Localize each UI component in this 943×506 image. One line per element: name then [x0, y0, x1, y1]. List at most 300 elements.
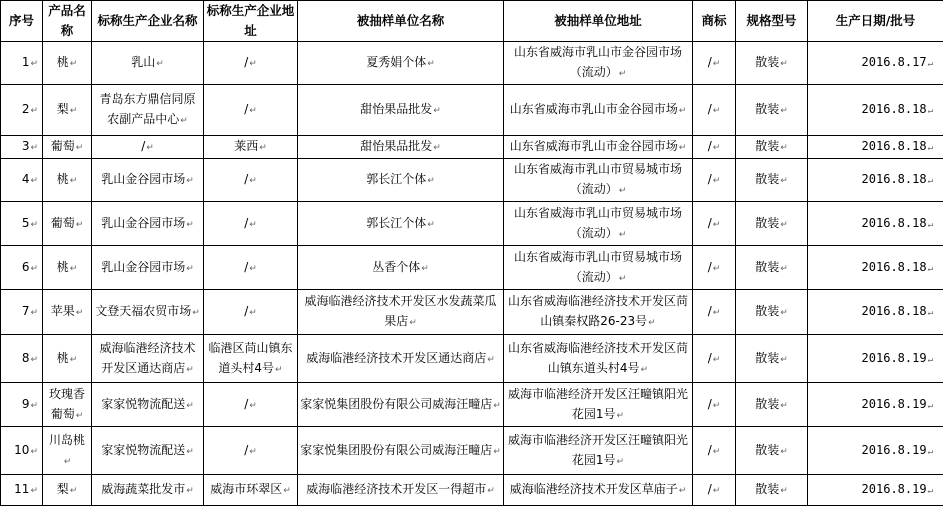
cell-mfr-addr [204, 475, 298, 506]
cell-mfr-name [92, 475, 204, 506]
cell-date [808, 383, 943, 427]
cell-brand [693, 290, 736, 335]
cell-text: 丛香个体 [372, 259, 421, 274]
cell-spec [736, 475, 808, 506]
paragraph-mark-icon: ↵ [186, 176, 194, 186]
cell-text: 家家悦集团股份有限公司威海汪疃店 [300, 442, 493, 457]
paragraph-mark-icon: ↵ [249, 59, 257, 69]
cell-text: 甜怡果品批发 [360, 139, 433, 153]
paragraph-mark-icon: ↵ [780, 176, 788, 186]
cell-text: 文登天福农贸市场 [95, 304, 192, 318]
cell-brand [693, 202, 736, 246]
cell-text: / [707, 259, 712, 274]
cell-text: 威海临港经济技术开发区通达商店 [99, 340, 196, 375]
paragraph-mark-icon: ↵ [780, 354, 788, 365]
paragraph-mark-icon: ↵ [618, 69, 627, 79]
cell-text: / [244, 172, 249, 186]
table-row [1, 246, 943, 290]
cell-mfr-addr [204, 246, 298, 290]
cell-brand [693, 475, 736, 506]
paragraph-mark-icon: ↵ [712, 308, 721, 318]
cell-date [808, 136, 943, 159]
cell-text: 7 [21, 304, 30, 318]
cell-date [808, 42, 943, 85]
paragraph-mark-icon: ↵ [156, 59, 164, 69]
cell-product [43, 159, 92, 202]
cell-text: / [707, 350, 712, 365]
cell-text: / [244, 304, 249, 318]
cell-text: 桃 [56, 350, 69, 365]
cell-mfr-name [92, 159, 204, 202]
cell-mfr-name [92, 202, 204, 246]
cell-product [43, 475, 92, 506]
cell-product [43, 427, 92, 475]
paragraph-mark-icon: ↵ [249, 263, 257, 274]
cell-text: 2016.8.18 [861, 172, 927, 186]
paragraph-mark-icon: ↵ [780, 400, 788, 411]
cell-text: 山东省威海临港经济技术开发区苘山镇东道头村4号 [507, 340, 688, 375]
cell-unit-addr [504, 136, 693, 159]
paragraph-mark-icon: ↵ [186, 446, 194, 457]
cell-text: 玫瑰香葡萄 [48, 386, 85, 421]
cell-text: 郭长江个体 [366, 172, 427, 186]
paragraph-mark-icon: ↵ [69, 354, 78, 365]
cell-text: 4 [21, 172, 30, 186]
cell-no [1, 202, 43, 246]
cell-mfr-addr [204, 383, 298, 427]
cell-mfr-name [92, 290, 204, 335]
cell-text: 梨 [56, 482, 69, 496]
cell-text: / [141, 139, 146, 153]
cell-text: 3 [21, 139, 30, 153]
cell-text: 青岛东方鼎信同原农副产品中心 [99, 92, 196, 126]
cell-unit-addr [504, 475, 693, 506]
table-row [1, 202, 943, 246]
header-cell: 标称生产企业地址 [204, 1, 298, 42]
paragraph-mark-icon: ↵ [712, 446, 721, 457]
paragraph-mark-icon: ↵ [421, 263, 429, 274]
cell-spec [736, 383, 808, 427]
cell-text: / [707, 139, 712, 153]
cell-no [1, 42, 43, 85]
table-row [1, 383, 943, 427]
paragraph-mark-icon: ↵ [618, 273, 627, 284]
paragraph-mark-icon: ↵ [30, 143, 38, 153]
cell-text: 乳山 [131, 55, 156, 69]
cell-text: 2016.8.17 [861, 55, 927, 69]
cell-date [808, 202, 943, 246]
cell-text: 2016.8.18 [861, 139, 927, 153]
paragraph-mark-icon: ↵ [69, 486, 78, 496]
cell-text: 散装 [755, 172, 780, 186]
cell-text: 威海临港经济技术开发区通达商店 [306, 350, 487, 365]
cell-text: / [707, 55, 712, 69]
paragraph-mark-icon: ↵ [30, 308, 38, 318]
cell-no [1, 136, 43, 159]
paragraph-mark-icon: ↵ [192, 308, 200, 318]
cell-text: 葡萄 [50, 139, 75, 153]
cell-text: 散装 [755, 259, 780, 274]
paragraph-mark-icon: ↵ [69, 106, 78, 116]
paragraph-mark-icon: ↵ [927, 354, 933, 365]
cell-text: 5 [21, 215, 30, 230]
table-body [1, 42, 943, 506]
cell-date [808, 335, 943, 383]
paragraph-mark-icon: ↵ [186, 400, 194, 411]
paragraph-mark-icon: ↵ [780, 308, 788, 318]
paragraph-mark-icon: ↵ [780, 59, 788, 69]
header-cell: 序号 [1, 1, 43, 42]
paragraph-mark-icon: ↵ [30, 400, 38, 411]
cell-text: 散装 [755, 139, 780, 153]
cell-spec [736, 335, 808, 383]
paragraph-mark-icon: ↵ [275, 364, 283, 375]
paragraph-mark-icon: ↵ [648, 318, 656, 328]
cell-text: 2016.8.18 [861, 304, 927, 318]
paragraph-mark-icon: ↵ [616, 456, 625, 467]
paragraph-mark-icon: ↵ [433, 106, 441, 116]
cell-text: 威海市临港经济开发区汪疃镇阳光花园1号 [507, 432, 688, 467]
cell-product [43, 383, 92, 427]
cell-brand [693, 159, 736, 202]
cell-mfr-addr [204, 290, 298, 335]
paragraph-mark-icon: ↵ [780, 106, 788, 116]
paragraph-mark-icon: ↵ [180, 116, 188, 126]
table-row [1, 427, 943, 475]
cell-no [1, 475, 43, 506]
paragraph-mark-icon: ↵ [927, 219, 933, 230]
cell-text: / [707, 215, 712, 230]
paragraph-mark-icon: ↵ [780, 219, 788, 230]
paragraph-mark-icon: ↵ [927, 59, 933, 69]
paragraph-mark-icon: ↵ [249, 106, 257, 116]
cell-text: 散装 [755, 304, 780, 318]
paragraph-mark-icon: ↵ [30, 263, 38, 274]
cell-text: / [707, 442, 712, 457]
cell-text: 山东省威海市乳山市贸易城市场（流动） [513, 162, 682, 196]
paragraph-mark-icon: ↵ [30, 219, 38, 230]
cell-text: 9 [21, 396, 30, 411]
paragraph-mark-icon: ↵ [283, 486, 291, 496]
cell-unit-addr [504, 383, 693, 427]
cell-spec [736, 85, 808, 136]
cell-text: 威海临港经济技术开发区一得超市 [306, 482, 487, 496]
paragraph-mark-icon: ↵ [69, 263, 78, 274]
cell-text: 乳山金谷园市场 [101, 215, 186, 230]
paragraph-mark-icon: ↵ [780, 486, 788, 496]
cell-product [43, 136, 92, 159]
cell-brand [693, 85, 736, 136]
cell-text: 散装 [755, 396, 780, 411]
cell-mfr-name [92, 42, 204, 85]
paragraph-mark-icon: ↵ [927, 263, 933, 274]
cell-text: 梨 [56, 102, 69, 116]
paragraph-mark-icon: ↵ [712, 219, 721, 230]
table-row [1, 475, 943, 506]
table-row [1, 42, 943, 85]
header-cell: 标称生产企业名称 [92, 1, 204, 42]
paragraph-mark-icon: ↵ [678, 106, 687, 116]
paragraph-mark-icon: ↵ [63, 456, 72, 467]
paragraph-mark-icon: ↵ [927, 486, 933, 496]
cell-text: 2016.8.19 [861, 350, 927, 365]
paragraph-mark-icon: ↵ [616, 410, 625, 421]
cell-unit-addr [504, 427, 693, 475]
cell-text: 家家悦集团股份有限公司威海汪疃店 [300, 396, 493, 411]
paragraph-mark-icon: ↵ [712, 176, 721, 186]
paragraph-mark-icon: ↵ [186, 486, 194, 496]
paragraph-mark-icon: ↵ [712, 486, 721, 496]
paragraph-mark-icon: ↵ [75, 308, 84, 318]
cell-mfr-addr [204, 202, 298, 246]
cell-spec [736, 246, 808, 290]
paragraph-mark-icon: ↵ [487, 354, 495, 365]
paragraph-mark-icon: ↵ [780, 263, 788, 274]
cell-unit-addr [504, 202, 693, 246]
cell-product [43, 42, 92, 85]
cell-text: 山东省威海临港经济技术开发区苘山镇秦权路26-23号 [507, 294, 688, 328]
paragraph-mark-icon: ↵ [30, 486, 38, 496]
paragraph-mark-icon: ↵ [75, 143, 84, 153]
paragraph-mark-icon: ↵ [30, 59, 38, 69]
cell-text: 桃 [56, 55, 69, 69]
cell-unit-addr [504, 42, 693, 85]
cell-unit-addr [504, 246, 693, 290]
cell-text: 散装 [755, 442, 780, 457]
cell-mfr-addr [204, 427, 298, 475]
cell-mfr-name [92, 85, 204, 136]
cell-text: 2016.8.19 [861, 442, 927, 457]
cell-text: / [707, 396, 712, 411]
cell-mfr-addr [204, 42, 298, 85]
paragraph-mark-icon: ↵ [927, 143, 933, 153]
paragraph-mark-icon: ↵ [927, 308, 933, 318]
cell-text: / [244, 396, 249, 411]
paragraph-mark-icon: ↵ [186, 263, 194, 274]
cell-mfr-addr [204, 136, 298, 159]
paragraph-mark-icon: ↵ [30, 176, 38, 186]
cell-text: 莱西 [234, 139, 259, 153]
cell-no [1, 427, 43, 475]
paragraph-mark-icon: ↵ [678, 143, 687, 153]
cell-brand [693, 427, 736, 475]
cell-text: 桃 [56, 172, 69, 186]
cell-unit-addr [504, 85, 693, 136]
table-row [1, 159, 943, 202]
cell-no [1, 85, 43, 136]
cell-text: 夏秀娟个体 [366, 55, 427, 69]
cell-unit-name [298, 136, 504, 159]
cell-spec [736, 42, 808, 85]
cell-no [1, 290, 43, 335]
paragraph-mark-icon: ↵ [69, 59, 78, 69]
cell-spec [736, 136, 808, 159]
cell-text: 山东省威海市乳山市金谷园市场 [509, 102, 678, 116]
paragraph-mark-icon: ↵ [712, 59, 721, 69]
cell-product [43, 85, 92, 136]
header-row [1, 1, 943, 42]
cell-no [1, 383, 43, 427]
cell-text: / [244, 259, 249, 274]
cell-product [43, 290, 92, 335]
cell-text: 威海临港经济技术开发区草庙子 [509, 482, 678, 496]
paragraph-mark-icon: ↵ [493, 446, 501, 457]
cell-text: / [244, 215, 249, 230]
cell-mfr-addr [204, 335, 298, 383]
paragraph-mark-icon: ↵ [249, 219, 257, 230]
cell-mfr-name [92, 246, 204, 290]
cell-text: / [244, 442, 249, 457]
cell-text: / [707, 172, 712, 186]
paragraph-mark-icon: ↵ [259, 143, 267, 153]
cell-text: 2016.8.18 [861, 102, 927, 116]
cell-spec [736, 202, 808, 246]
cell-text: 散装 [755, 55, 780, 69]
paragraph-mark-icon: ↵ [146, 143, 154, 153]
cell-text: / [244, 102, 249, 116]
paragraph-mark-icon: ↵ [712, 354, 721, 365]
cell-spec [736, 427, 808, 475]
cell-mfr-name [92, 335, 204, 383]
cell-text: / [707, 482, 712, 496]
cell-unit-name [298, 85, 504, 136]
paragraph-mark-icon: ↵ [249, 308, 257, 318]
cell-unit-name [298, 383, 504, 427]
paragraph-mark-icon: ↵ [712, 400, 721, 411]
cell-unit-addr [504, 290, 693, 335]
paragraph-mark-icon: ↵ [433, 143, 441, 153]
cell-unit-name [298, 290, 504, 335]
table-row [1, 136, 943, 159]
cell-text: 乳山金谷园市场 [101, 259, 186, 274]
cell-text: 6 [21, 259, 30, 274]
table-row [1, 85, 943, 136]
cell-mfr-name [92, 383, 204, 427]
cell-unit-addr [504, 335, 693, 383]
header-cell: 被抽样单位地址 [504, 1, 693, 42]
cell-brand [693, 383, 736, 427]
cell-unit-name [298, 202, 504, 246]
cell-unit-name [298, 335, 504, 383]
cell-text: 甜怡果品批发 [360, 102, 433, 116]
cell-text: 乳山金谷园市场 [101, 172, 186, 186]
header-cell: 被抽样单位名称 [298, 1, 504, 42]
table-row [1, 335, 943, 383]
cell-unit-name [298, 427, 504, 475]
paragraph-mark-icon: ↵ [780, 143, 788, 153]
paragraph-mark-icon: ↵ [927, 446, 933, 457]
cell-text: 8 [21, 350, 30, 365]
cell-date [808, 475, 943, 506]
cell-text: 山东省威海市乳山市金谷园市场（流动） [513, 45, 682, 79]
cell-date [808, 159, 943, 202]
cell-product [43, 335, 92, 383]
paragraph-mark-icon: ↵ [780, 446, 788, 457]
cell-text: 1 [21, 55, 30, 69]
cell-text: 临港区苘山镇东道头村4号 [208, 340, 293, 375]
cell-text: 散装 [755, 482, 780, 496]
cell-mfr-addr [204, 159, 298, 202]
cell-brand [693, 246, 736, 290]
cell-text: 桃 [56, 259, 69, 274]
paragraph-mark-icon: ↵ [927, 400, 933, 411]
cell-no [1, 246, 43, 290]
paragraph-mark-icon: ↵ [30, 446, 38, 457]
cell-product [43, 246, 92, 290]
cell-text: 11 [14, 482, 30, 496]
cell-text: / [707, 304, 712, 318]
header-cell: 产品名称 [43, 1, 92, 42]
cell-text: 家家悦物流配送 [101, 442, 186, 457]
paragraph-mark-icon: ↵ [427, 219, 435, 230]
cell-text: 2016.8.19 [861, 482, 927, 496]
cell-text: 家家悦物流配送 [101, 396, 186, 411]
cell-brand [693, 42, 736, 85]
paragraph-mark-icon: ↵ [249, 176, 257, 186]
cell-text: 2016.8.18 [861, 215, 927, 230]
cell-mfr-addr [204, 85, 298, 136]
cell-text: 10 [14, 442, 30, 457]
cell-text: 威海市临港经济开发区汪疃镇阳光花园1号 [507, 386, 688, 421]
cell-mfr-name [92, 427, 204, 475]
paragraph-mark-icon: ↵ [427, 59, 435, 69]
cell-text: / [244, 55, 249, 69]
paragraph-mark-icon: ↵ [487, 486, 495, 496]
cell-date [808, 427, 943, 475]
cell-text: 山东省威海市乳山市金谷园市场 [509, 139, 678, 153]
cell-brand [693, 136, 736, 159]
cell-text: 散装 [755, 215, 780, 230]
cell-text: 威海市环翠区 [210, 482, 283, 496]
cell-unit-name [298, 475, 504, 506]
paragraph-mark-icon: ↵ [69, 176, 78, 186]
cell-text: 苹果 [50, 304, 75, 318]
cell-text: 2 [21, 102, 30, 116]
paragraph-mark-icon: ↵ [678, 486, 687, 496]
paragraph-mark-icon: ↵ [618, 186, 627, 196]
paragraph-mark-icon: ↵ [409, 318, 417, 328]
cell-text: 山东省威海市乳山市贸易城市场（流动） [513, 249, 682, 284]
paragraph-mark-icon: ↵ [618, 229, 627, 240]
cell-text: 郭长江个体 [366, 215, 427, 230]
cell-text: 散装 [755, 350, 780, 365]
paragraph-mark-icon: ↵ [427, 176, 435, 186]
paragraph-mark-icon: ↵ [249, 446, 257, 457]
cell-date [808, 290, 943, 335]
cell-brand [693, 335, 736, 383]
paragraph-mark-icon: ↵ [640, 364, 649, 375]
paragraph-mark-icon: ↵ [186, 364, 194, 375]
paragraph-mark-icon: ↵ [493, 400, 501, 411]
cell-text: 威海蔬菜批发市 [101, 482, 186, 496]
paragraph-mark-icon: ↵ [927, 176, 933, 186]
cell-text: / [707, 102, 712, 116]
cell-text: 2016.8.19 [861, 396, 927, 411]
paragraph-mark-icon: ↵ [712, 106, 721, 116]
cell-spec [736, 290, 808, 335]
cell-text: 2016.8.18 [861, 259, 927, 274]
cell-text: 散装 [755, 102, 780, 116]
cell-text: 山东省威海市乳山市贸易城市场（流动） [513, 205, 682, 240]
paragraph-mark-icon: ↵ [712, 143, 721, 153]
table-row [1, 290, 943, 335]
header-cell: 生产日期/批号 [808, 1, 943, 42]
cell-no [1, 159, 43, 202]
paragraph-mark-icon: ↵ [75, 219, 84, 230]
header-cell: 规格型号 [736, 1, 808, 42]
cell-date [808, 246, 943, 290]
paragraph-mark-icon: ↵ [30, 354, 38, 365]
